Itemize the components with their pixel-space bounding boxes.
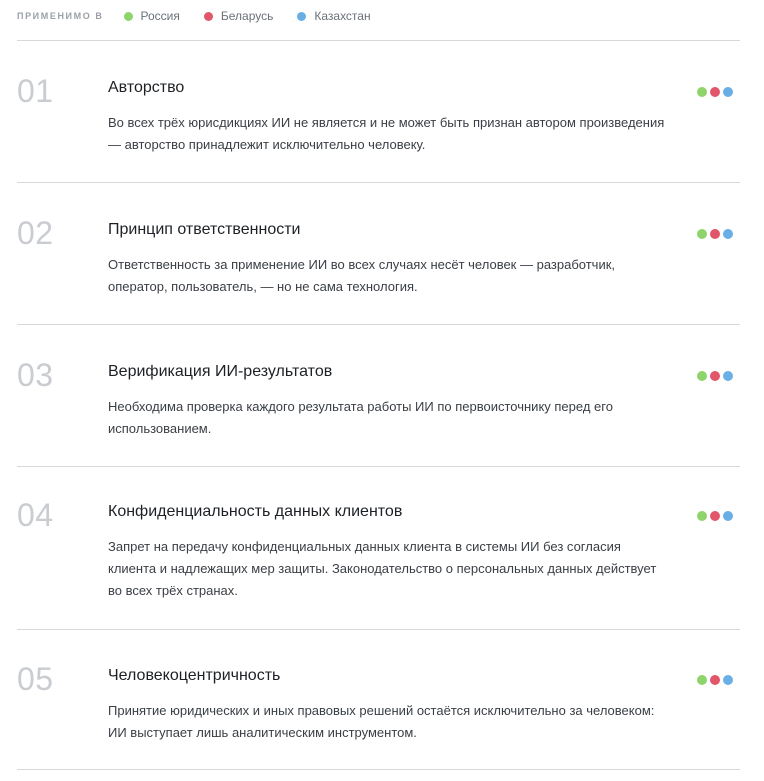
divider [17, 40, 740, 41]
legend-title: ПРИМЕНИМО В [17, 11, 104, 21]
principle-description: Принятие юридических и иных правовых решений остаётся исключительно за человеком: ИИ выступает лишь аналитическим инструментом. [108, 703, 655, 740]
russia-dot-icon [697, 675, 707, 685]
belarus-dot-icon [710, 229, 720, 239]
principle-title: Принцип ответственности [108, 221, 301, 238]
kazakhstan-dot-icon [723, 229, 733, 239]
divider [17, 769, 740, 770]
divider [17, 629, 740, 630]
principle-number: 02 [17, 215, 54, 251]
russia-dot-icon [697, 229, 707, 239]
russia-dot-icon [697, 371, 707, 381]
divider [17, 182, 740, 183]
principle-title: Человекоцентричность [108, 667, 281, 684]
kazakhstan-dot-icon [723, 371, 733, 381]
russia-dot-icon [697, 511, 707, 521]
kazakhstan-dot-icon [723, 87, 733, 97]
legend-label-belarus: Беларусь [220, 9, 274, 23]
belarus-dot-icon [710, 675, 720, 685]
principle-number: 03 [17, 357, 54, 393]
principle-description: Ответственность за применение ИИ во всех случаях несёт человек — разработчик, оператор, пользователь, — но не сама технология. [108, 257, 616, 294]
belarus-dot-icon [710, 87, 720, 97]
principle-number: 05 [17, 661, 54, 697]
belarus-dot-icon [204, 12, 213, 21]
kazakhstan-dot-icon [723, 675, 733, 685]
principle-description: Во всех трёх юрисдикциях ИИ не является и не может быть признан автором произведения — авторство принадлежит исключительно человеку. [108, 115, 665, 152]
legend-item-belarus [204, 9, 273, 23]
legend-label-kazakhstan: Казахстан [314, 9, 371, 23]
legend-label-russia: Россия [140, 9, 180, 23]
principle-number: 01 [17, 73, 54, 109]
principle-title: Конфиденциальность данных клиентов [108, 503, 403, 520]
principle-number: 04 [17, 497, 54, 533]
belarus-dot-icon [710, 511, 720, 521]
legend-item-kazakhstan [297, 9, 370, 23]
jurisdiction-dots [697, 87, 736, 97]
divider [17, 466, 740, 467]
principle-title: Верификация ИИ-результатов [108, 363, 333, 380]
divider [17, 324, 740, 325]
kazakhstan-dot-icon [297, 12, 306, 21]
jurisdiction-dots [697, 511, 736, 521]
russia-dot-icon [697, 87, 707, 97]
jurisdiction-legend [17, 9, 395, 23]
principle-title: Авторство [108, 79, 185, 96]
principle-description: Запрет на передачу конфиденциальных данных клиента в системы ИИ без согласия клиента и надлежащих мер защиты. Законодательство о персональных данных действует во всех трёх странах. [108, 539, 657, 598]
belarus-dot-icon [710, 371, 720, 381]
russia-dot-icon [124, 12, 133, 21]
principle-description: Необходима проверка каждого результата работы ИИ по первоисточнику перед его использованием. [108, 399, 613, 436]
jurisdiction-dots [697, 371, 736, 381]
legend-item-russia [124, 9, 180, 23]
kazakhstan-dot-icon [723, 511, 733, 521]
jurisdiction-dots [697, 675, 736, 685]
jurisdiction-dots [697, 229, 736, 239]
